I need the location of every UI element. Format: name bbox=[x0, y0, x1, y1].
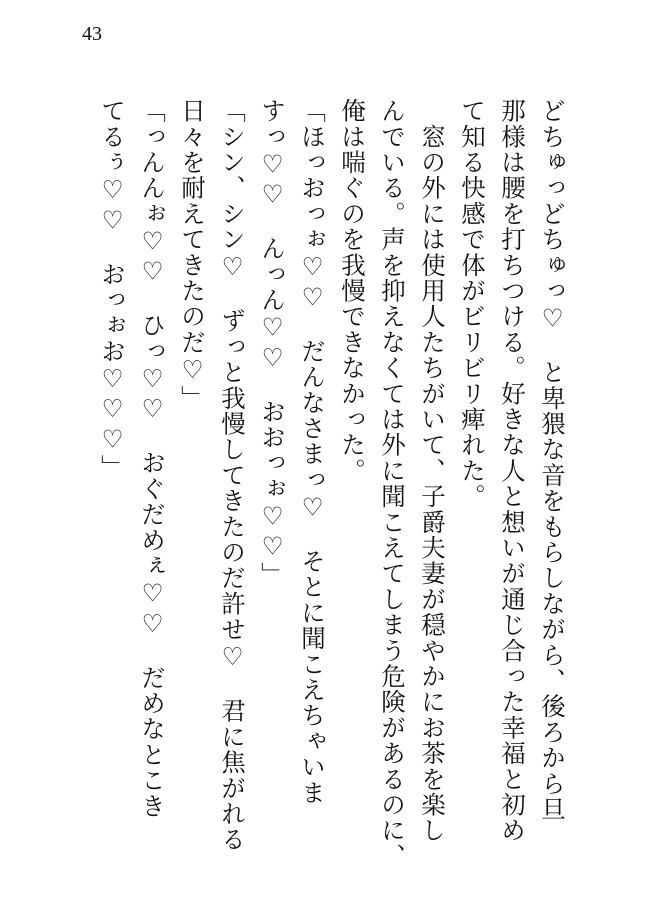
text-column: 日々を耐えてきたのだ♡」 bbox=[178, 98, 207, 411]
vertical-text-block bbox=[70, 98, 570, 888]
text-column: んでいる。声を抑えなくては外に聞こえてしまう危険があるのに、 bbox=[378, 98, 407, 869]
text-column: 那様は腰を打ちつける。好きな人と想いが通じ合った幸福と初め bbox=[498, 98, 527, 844]
text-column: すっ♡♡ んっん♡♡ おおっぉ♡♡」 bbox=[258, 98, 287, 588]
text-column: 窓の外には使用人たちがいて、子爵夫妻が穏やかにお茶を楽し bbox=[418, 98, 447, 844]
text-column: て知る快感で体がビリビリ痺れた。 bbox=[458, 98, 487, 510]
text-column: どちゅっどちゅっ♡ と卑猥な音をもらしながら、後ろから旦 bbox=[538, 98, 567, 823]
page-number: 43 bbox=[82, 23, 102, 45]
text-column: 「っんんぉ♡♡ ひっ♡♡ おぐだめぇ♡♡ だめなとこき bbox=[138, 98, 167, 819]
text-column: 「ほっおっぉ♡♡ だんなさまっ♡ そとに聞こえちゃいま bbox=[298, 98, 327, 806]
text-column: 俺は喘ぐのを我慢できなかった。 bbox=[338, 98, 367, 484]
text-column: 「シン、シン♡ ずっと我慢してきたのだ許せ♡ 君に焦がれる bbox=[218, 98, 247, 853]
text-column: てるぅ♡♡ おっぉお♡♡♡」 bbox=[98, 98, 127, 481]
